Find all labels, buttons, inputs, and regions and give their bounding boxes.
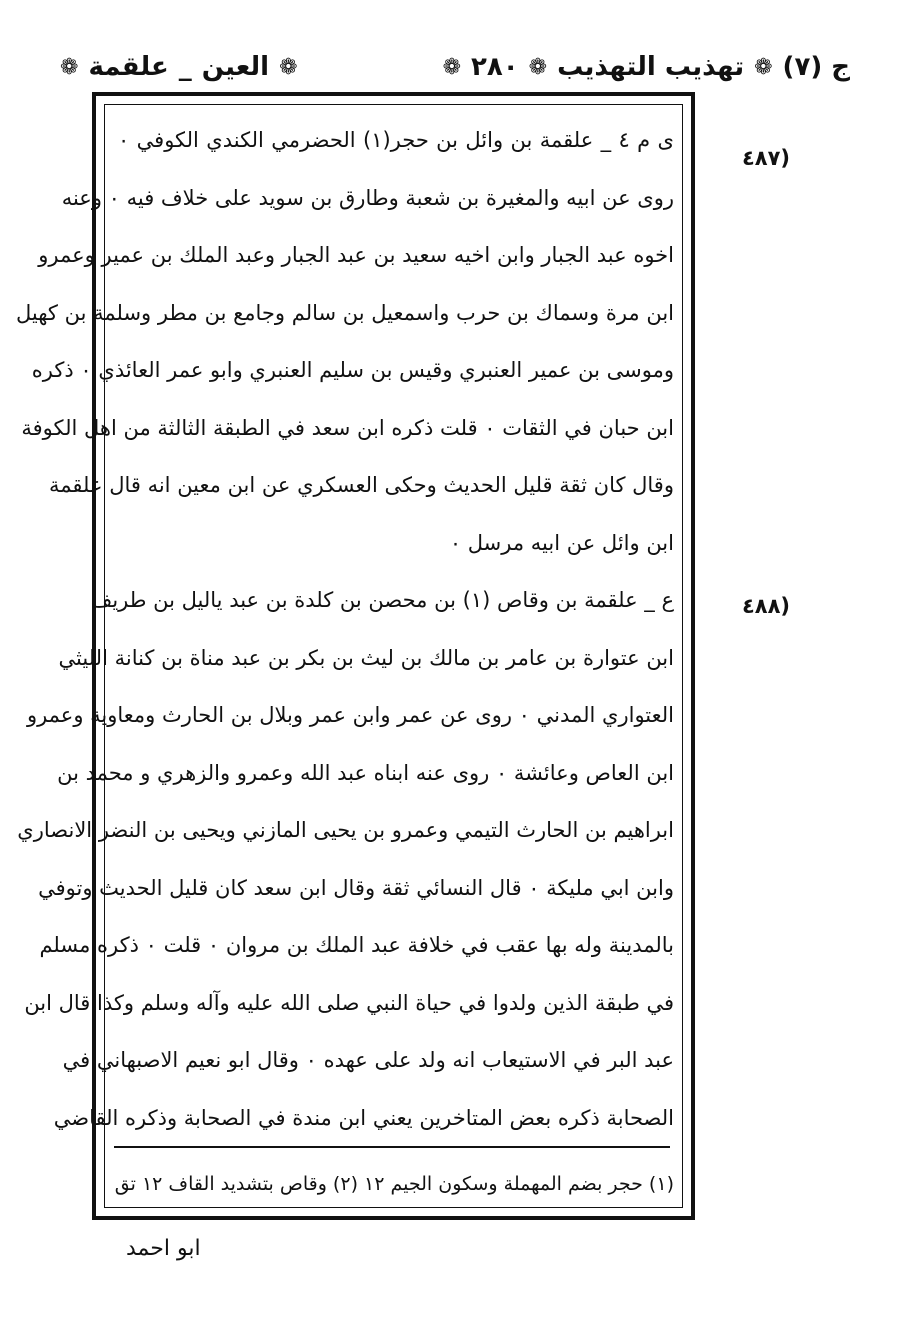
entry-number: (٤٨٨ <box>741 594 790 618</box>
text-line: روى عن ابيه والمغيرة بن شعبة وطارق بن سويد على خلاف فيه ٠ وعنه <box>61 185 674 210</box>
text-line: ع _ علقمة بن وقاص (١) بن محصن بن كلدة بن عبد ياليل بن طريف <box>90 588 674 612</box>
volume-label: ج (٧) <box>782 52 850 82</box>
text-line: ى م ٤ _ علقمة بن وائل بن حجر(١) الحضرمي الكندي الكوفي ٠ <box>118 128 674 152</box>
text-line: اخوه عبد الجبار وابن اخيه سعيد بن عبد الجبار وعبد الملك بن عمير وعمرو <box>38 243 674 267</box>
text-line: ابن مرة وسماك بن حرب واسمعيل بن سالم وجامع بن مطر وسلمة بن كهيل <box>16 300 674 325</box>
header-right <box>443 52 850 82</box>
text-line: ابراهيم بن الحارث التيمي وعمرو بن يحيى المازني ويحيى بن النضر الانصاري <box>17 818 674 842</box>
header-left: ❁ العين _ علقمة ❁ <box>60 52 298 82</box>
footnote: (١) حجر بضم المهملة وسكون الجيم ١٢ (٢) وقاص بتشديد القاف ١٢ تق <box>114 1173 674 1195</box>
running-name: علقمة <box>88 52 169 82</box>
ornament-icon: ❁ <box>60 54 79 80</box>
text-line: العتواري المدني ٠ روى عن عمر وابن عمر وبلال بن الحارث ومعاوية وعمرو <box>26 703 674 727</box>
text-line: الصحابة ذكره بعض المتاخرين يعني ابن مندة في الصحابة وذكره القاضي <box>53 1105 674 1130</box>
page-header <box>60 42 850 92</box>
body-text <box>16 112 674 1147</box>
text-line: ابن وائل عن ابيه مرسل ٠ <box>449 530 674 555</box>
ornament-icon: ❁ <box>279 54 298 80</box>
text-line: في طبقة الذين ولدوا في حياة النبي صلى الله عليه وآله وسلم وكذا قال ابن <box>24 990 674 1015</box>
text-line: وابن ابي مليكة ٠ قال النسائي ثقة وقال ابن سعد كان قليل الحديث وتوفي <box>38 875 674 900</box>
text-line: عبد البر في الاستيعاب انه ولد على عهده ٠ وقال ابو نعيم الاصبهاني في <box>62 1048 674 1072</box>
ornament-icon: ❁ <box>442 54 462 80</box>
text-line: ابن العاص وعائشة ٠ روى عنه ابناه عبد الله وعمرو والزهري و محمد بن <box>57 760 674 785</box>
ornament-icon: ❁ <box>528 54 548 80</box>
text-line: بالمدينة وله بها عقب في خلافة عبد الملك بن مروان ٠ قلت ٠ ذكره مسلم <box>39 933 674 957</box>
text-line: وقال كان ثقة قليل الحديث وحكى العسكري عن ابن معين انه قال علقمة <box>49 473 674 497</box>
footnote-separator <box>114 1146 670 1148</box>
text-line: ابن عتوارة بن عامر بن مالك بن ليث بن بكر بن عبد مناة بن كنانة الليثي <box>58 645 674 670</box>
entry-number: (٤٨٧ <box>741 146 790 170</box>
catchword: ابو احمد <box>126 1236 201 1261</box>
text-line: ابن حبان في الثقات ٠ قلت ذكره ابن سعد في الطبقة الثالثة من اهل الكوفة <box>21 415 674 440</box>
section-letter: العين <box>201 52 270 82</box>
page-number: ٢٨٠ <box>471 52 519 82</box>
ornament-icon: ❁ <box>754 54 773 80</box>
book-title: تهذيب التهذيب <box>557 52 745 82</box>
text-line: وموسى بن عمير العنبري وقيس بن سليم العنبري وابو عمر العائذي ٠ ذكره <box>31 358 674 382</box>
